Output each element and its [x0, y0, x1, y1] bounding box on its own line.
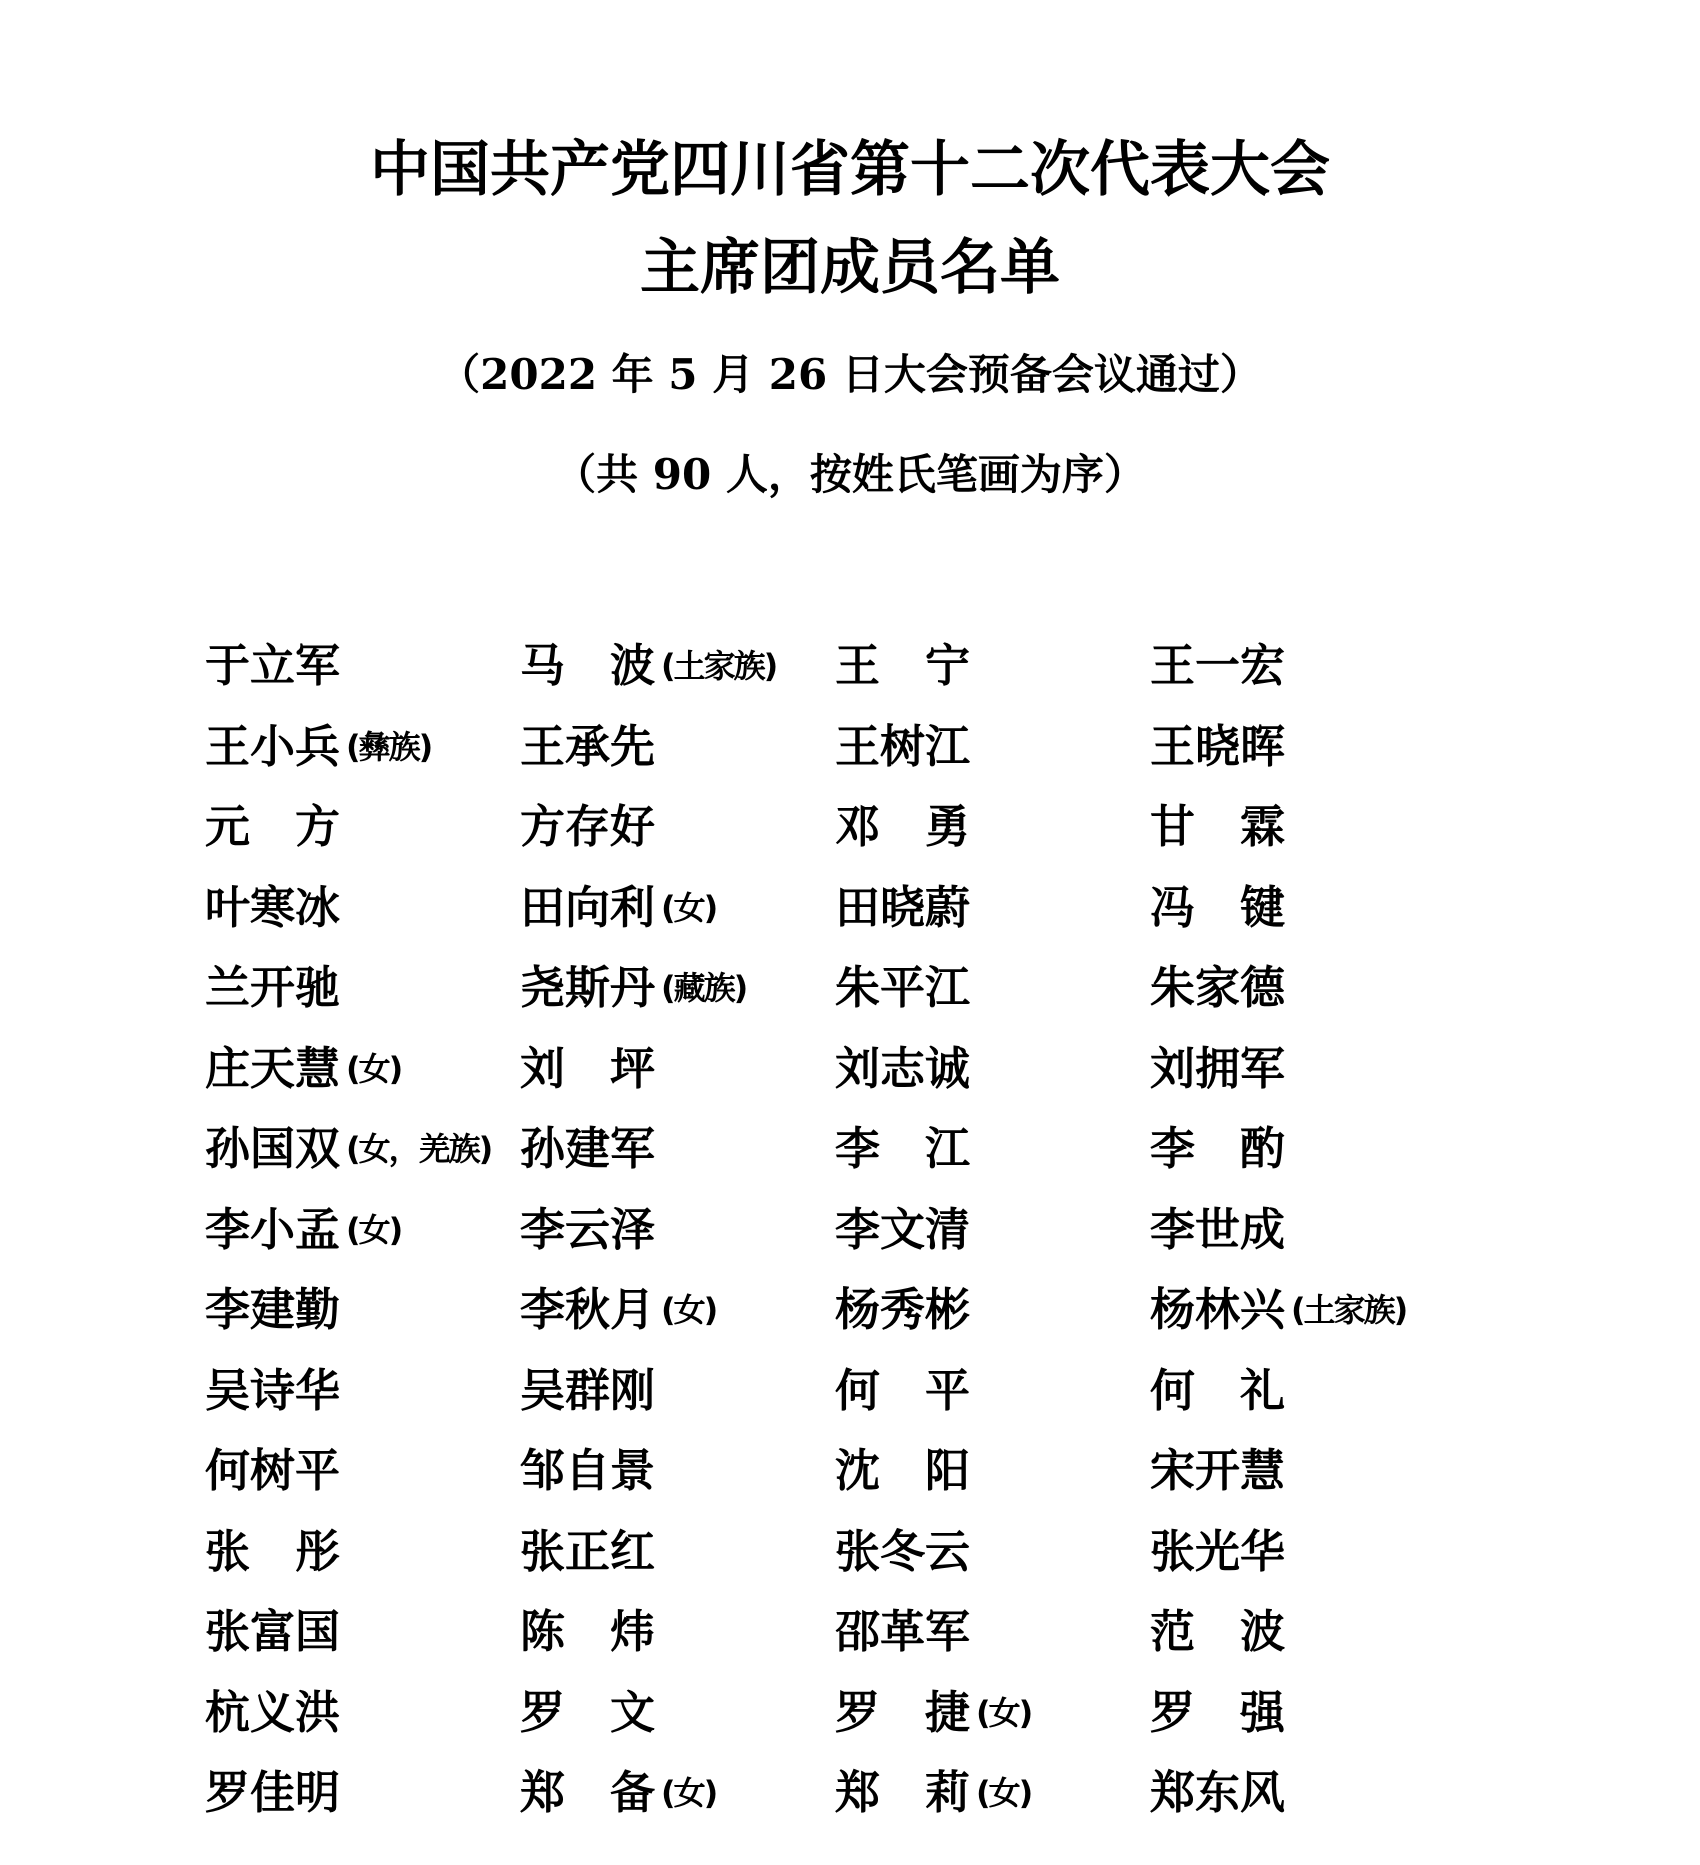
roster-row: [0, 1512, 1700, 1592]
member-name: 罗强: [1150, 1685, 1285, 1739]
member-name: 李小孟: [205, 1202, 341, 1256]
member-name: 李秋月: [520, 1283, 656, 1336]
member-note: (女): [661, 1291, 717, 1329]
member-entry: [520, 1270, 716, 1350]
member-entry: [520, 1673, 655, 1753]
member-name: 孙建军: [520, 1122, 656, 1175]
document-title: 中国共产党四川省第十二次代表大会: [370, 135, 1330, 205]
member-name: 冯键: [1150, 880, 1285, 934]
roster-row: [0, 1592, 1700, 1672]
member-entry: [835, 1512, 970, 1592]
member-name: 李江: [835, 1122, 970, 1175]
member-name: 刘坪: [520, 1041, 655, 1095]
member-entry: [835, 707, 970, 787]
member-name: 张彤: [205, 1524, 340, 1578]
member-name: 王树江: [835, 719, 971, 773]
member-name: 刘拥军: [1150, 1041, 1286, 1095]
member-entry: [1150, 1351, 1285, 1431]
document-title-line2: 主席团成员名单: [640, 233, 1060, 303]
member-name: 刘志诚: [835, 1041, 971, 1095]
member-name: 邹自景: [520, 1444, 656, 1497]
member-name: 元方: [205, 800, 340, 853]
member-entry: [205, 948, 340, 1028]
member-entry: [205, 1431, 340, 1511]
member-entry: [1150, 1190, 1285, 1270]
member-entry: [1150, 707, 1285, 787]
member-entry: [1150, 787, 1285, 867]
member-name: 沈阳: [835, 1444, 970, 1497]
member-name: 田向利: [520, 880, 656, 934]
member-note: (女): [661, 1774, 717, 1812]
member-name: 何礼: [1150, 1363, 1285, 1417]
member-name: 杨秀彬: [835, 1283, 971, 1336]
member-entry: [520, 1109, 655, 1189]
roster-row: [0, 1109, 1700, 1189]
member-entry: [1150, 1753, 1285, 1833]
member-entry: [520, 1753, 716, 1833]
member-note: (女): [976, 1774, 1032, 1812]
member-note: (女): [661, 888, 717, 927]
member-name: 孙国双: [205, 1122, 341, 1175]
member-name: 范波: [1150, 1605, 1285, 1658]
member-name: 马波: [520, 639, 655, 692]
member-entry: [205, 1351, 340, 1431]
member-name: 何树平: [205, 1444, 341, 1497]
member-name: 李世成: [1150, 1202, 1286, 1256]
member-entry: [205, 787, 340, 867]
member-entry: [205, 1190, 401, 1270]
member-entry: [520, 1029, 655, 1109]
member-entry: [205, 868, 340, 948]
member-entry: [205, 1109, 491, 1189]
member-entry: [835, 868, 970, 948]
member-entry: [835, 948, 970, 1028]
member-entry: [835, 1753, 1031, 1833]
member-name: 王承先: [520, 719, 656, 773]
member-entry: [520, 868, 716, 948]
member-entry: [835, 1029, 970, 1109]
member-entry: [205, 1270, 340, 1350]
member-note: (女): [346, 1210, 402, 1249]
member-note: (女): [976, 1693, 1032, 1732]
member-name: 李文清: [835, 1202, 971, 1256]
member-entry: [205, 1673, 340, 1753]
roster-row: [0, 787, 1700, 867]
member-entry: [835, 1351, 970, 1431]
member-entry: [1150, 948, 1285, 1028]
member-name: 张光华: [1150, 1524, 1286, 1578]
member-name: 王晓晖: [1150, 719, 1286, 773]
member-name: 甘霖: [1150, 800, 1285, 853]
member-name: 吴群刚: [520, 1363, 656, 1417]
member-name: 庄天慧: [205, 1041, 341, 1095]
member-name: 杨林兴: [1150, 1283, 1286, 1336]
member-entry: [1150, 1270, 1406, 1350]
member-entry: [835, 626, 970, 706]
member-entry: [205, 626, 340, 706]
member-name: 罗佳明: [205, 1766, 341, 1819]
member-entry: [1150, 1431, 1285, 1511]
roster-row: [0, 1431, 1700, 1511]
member-entry: [520, 1190, 655, 1270]
member-entry: [520, 787, 655, 867]
member-entry: [1150, 1592, 1285, 1672]
roster-row: [0, 1753, 1700, 1833]
member-name: 朱家德: [1150, 961, 1286, 1014]
member-name: 王宁: [835, 639, 970, 692]
member-entry: [205, 1512, 340, 1592]
member-name: 邵革军: [835, 1605, 971, 1658]
member-entry: [835, 1431, 970, 1511]
member-name: 宋开慧: [1150, 1444, 1286, 1497]
member-entry: [205, 1592, 340, 1672]
member-note: (土家族): [1291, 1291, 1407, 1329]
roster-row: [0, 707, 1700, 787]
member-entry: [520, 707, 655, 787]
roster-row: [0, 868, 1700, 948]
member-note: (女，羌族): [346, 1130, 492, 1168]
member-entry: [1150, 1673, 1285, 1753]
member-name: 李建勤: [205, 1283, 341, 1336]
member-entry: [835, 1109, 970, 1189]
member-entry: [1150, 1029, 1285, 1109]
member-name: 王小兵: [205, 719, 341, 773]
member-name: 张富国: [205, 1605, 341, 1658]
member-name: 郑东风: [1150, 1766, 1286, 1819]
member-note: (彝族): [346, 727, 432, 766]
member-name: 陈炜: [520, 1605, 655, 1658]
member-name: 叶寒冰: [205, 880, 341, 934]
member-name: 罗捷: [835, 1685, 970, 1739]
member-note: (藏族): [661, 969, 747, 1007]
member-entry: [520, 948, 746, 1028]
member-name: 王一宏: [1150, 639, 1286, 692]
member-name: 杭义洪: [205, 1685, 341, 1739]
member-entry: [520, 1351, 655, 1431]
member-name: 兰开驰: [205, 961, 341, 1014]
member-name: 李云泽: [520, 1202, 656, 1256]
member-entry: [835, 1592, 970, 1672]
roster-row: [0, 1673, 1700, 1753]
roster-row: [0, 1190, 1700, 1270]
member-note: (女): [346, 1049, 402, 1088]
member-name: 邓勇: [835, 800, 970, 853]
member-entry: [1150, 1109, 1285, 1189]
member-name: 吴诗华: [205, 1363, 341, 1417]
member-name: 郑莉: [835, 1766, 970, 1819]
member-name: 张正红: [520, 1524, 656, 1578]
member-entry: [835, 1673, 1031, 1753]
member-name: 尧斯丹: [520, 961, 656, 1014]
member-entry: [1150, 626, 1285, 706]
member-entry: [520, 1592, 655, 1672]
member-name: 郑备: [520, 1766, 655, 1819]
member-name: 李酌: [1150, 1122, 1285, 1175]
roster-row: [0, 948, 1700, 1028]
member-entry: [1150, 868, 1285, 948]
roster-row: [0, 1029, 1700, 1109]
member-entry: [520, 1512, 655, 1592]
member-name: 罗文: [520, 1685, 655, 1739]
roster-row: [0, 1270, 1700, 1350]
member-name: 于立军: [205, 639, 341, 692]
member-entry: [835, 1270, 970, 1350]
member-entry: [835, 787, 970, 867]
roster-row: [0, 1351, 1700, 1431]
roster-row: [0, 626, 1700, 706]
member-name: 方存好: [520, 800, 656, 853]
approval-note: （2022 年 5 月 26 日大会预备会议通过）: [438, 350, 1262, 399]
member-name: 张冬云: [835, 1524, 971, 1578]
member-entry: [1150, 1512, 1285, 1592]
member-name: 何平: [835, 1363, 970, 1417]
member-name: 朱平江: [835, 961, 971, 1014]
member-entry: [205, 1753, 340, 1833]
member-entry: [520, 626, 776, 706]
member-entry: [835, 1190, 970, 1270]
member-entry: [205, 1029, 401, 1109]
member-note: (土家族): [661, 647, 777, 685]
member-name: 田晓蔚: [835, 880, 971, 934]
member-entry: [205, 707, 431, 787]
count-order-note: （共 90 人，按姓氏笔画为序）: [554, 450, 1146, 499]
member-entry: [520, 1431, 655, 1511]
